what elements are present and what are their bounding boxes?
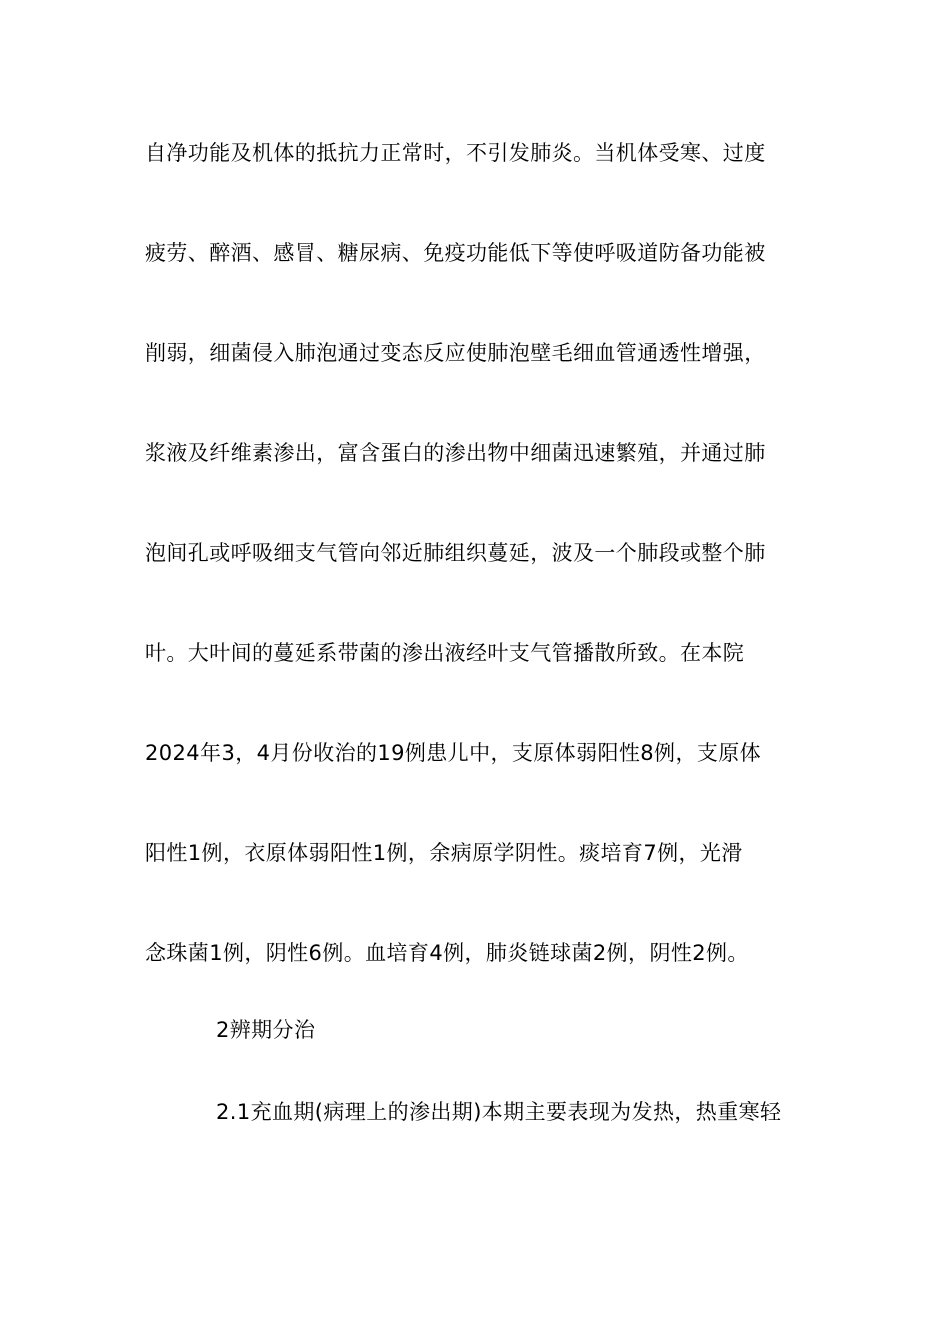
subsection-line: 2.1充血期(病理上的渗出期)本期主要表现为发热，热重寒轻 [216,1100,782,1124]
paragraph-line: 自净功能及机体的抵抗力正常时，不引发肺炎。当机体受寒、过度 [145,141,766,165]
paragraph-line: 疲劳、醉酒、感冒、糖尿病、免疫功能低下等使呼吸道防备功能被 [145,241,766,265]
paragraph-line: 叶。大叶间的蔓延系带菌的渗出液经叶支气管播散所致。在本院 [145,641,745,665]
paragraph-line: 念珠菌1例，阴性6例。血培育4例，肺炎链球菌2例，阴性2例。 [145,941,749,965]
section-heading: 2辨期分治 [216,1018,316,1042]
paragraph-line: 浆液及纤维素渗出，富含蛋白的渗出物中细菌迅速繁殖，并通过肺 [145,441,766,465]
paragraph-line: 削弱，细菌侵入肺泡通过变态反应使肺泡壁毛细血管通透性增强， [145,341,766,365]
paragraph-line: 2024年3，4月份收治的19例患儿中，支原体弱阳性8例，支原体 [145,741,762,765]
paragraph-line: 泡间孔或呼吸细支气管向邻近肺组织蔓延，波及一个肺段或整个肺 [145,541,766,565]
paragraph-line: 阳性1例，衣原体弱阳性1例，余病原学阴性。痰培育7例，光滑 [145,841,743,865]
